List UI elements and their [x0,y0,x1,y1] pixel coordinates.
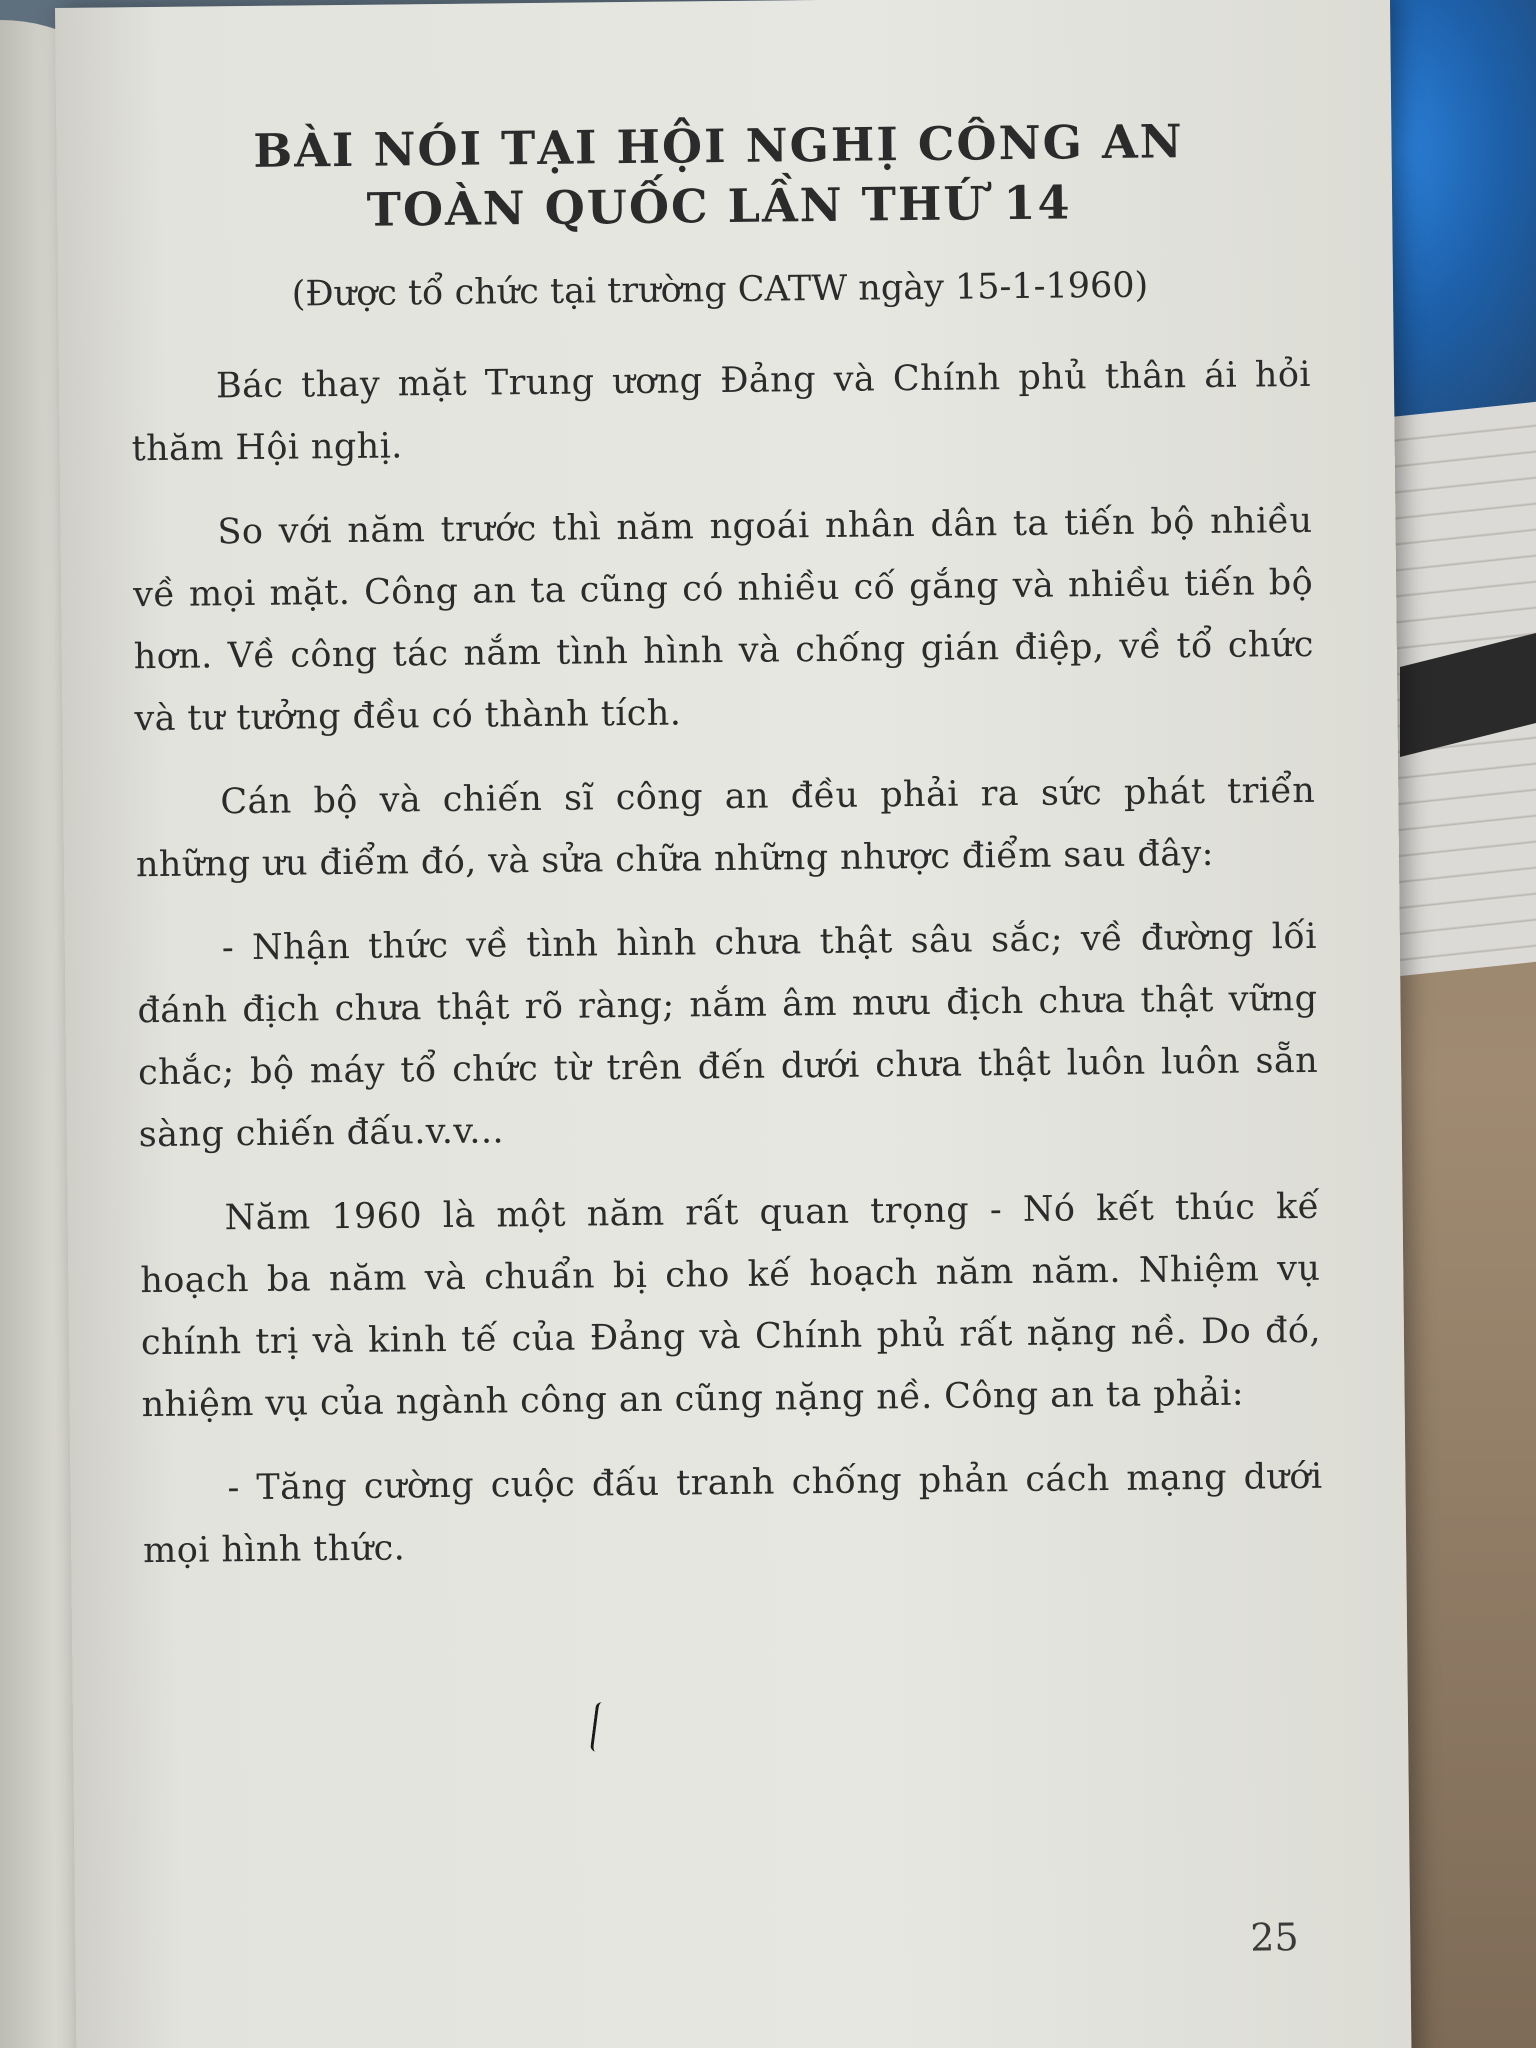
page-title [128,110,1309,242]
page-content [128,110,1323,1582]
paragraph-1: Bác thay mặt Trung ương Đảng và Chính phủ thân ái hỏi thăm Hội nghị. [131,354,1312,470]
paragraph-6: - Tăng cường cuộc đấu tranh chống phản cách mạng dưới mọi hình thức. [142,1456,1323,1572]
pen-mark [590,1701,613,1753]
title-line-2: TOÀN QUỐC LẦN THỨ 14 [366,175,1072,237]
paragraph-3: Cán bộ và chiến sĩ công an đều phải ra sức phát triển những ưu điểm đó, và sửa chữa những nhược điểm sau đây: [135,770,1316,886]
paragraph-4: - Nhận thức về tình hình chưa thật sâu sắc; về đường lối đánh địch chưa thật rõ ràng; nắm âm mưu địch chưa thật vững chắc; bộ máy tổ chức từ trên đến dưới chưa thật luôn luôn sẵn sàng chiến đấu.v.v... [137,916,1319,1156]
book-page [55,0,1412,2048]
page-subtitle: (Được tổ chức tại trường CATW ngày 15-1-1960) [291,265,1149,315]
title-line-1: BÀI NÓI TẠI HỘI NGHỊ CÔNG AN [253,114,1184,178]
paragraph-2: So với năm trước thì năm ngoái nhân dân ta tiến bộ nhiều về mọi mặt. Công an ta cũng có nhiều cố gắng và nhiều tiến bộ hơn. Về công tác nắm tình hình và chống gián điệp, về tổ chức và tư tưởng đều có thành tích. [132,500,1314,740]
paragraph-5: Năm 1960 là một năm rất quan trọng - Nó kết thúc kế hoạch ba năm và chuẩn bị cho kế hoạch năm năm. Nhiệm vụ chính trị và kinh tế của Đảng và Chính phủ rất nặng nề. Do đó, nhiệm vụ của ngành công an cũng nặng nề. Công an ta phải: [140,1186,1322,1426]
page-number: 25 [1250,1915,1299,1960]
